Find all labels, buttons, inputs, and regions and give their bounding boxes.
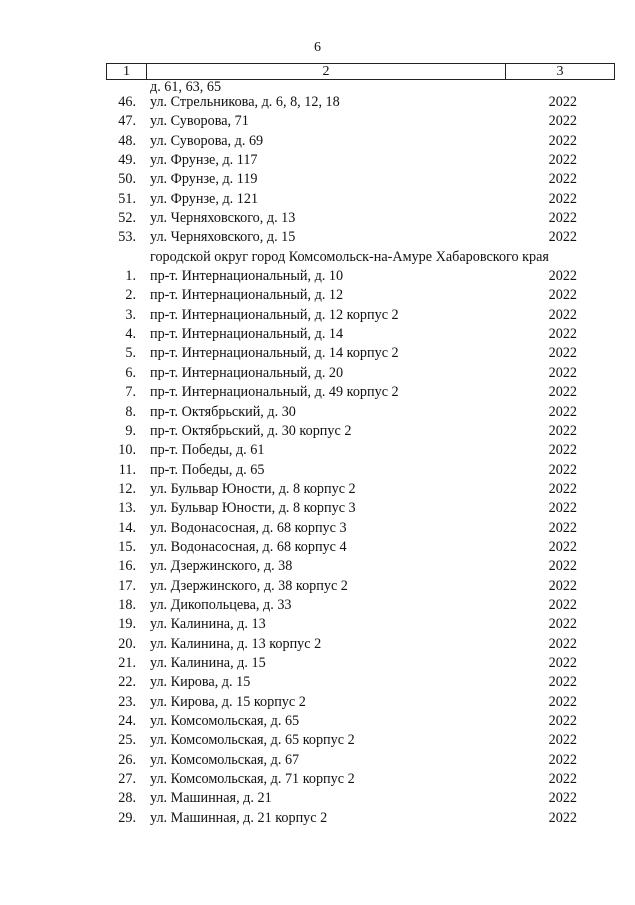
row-num: 53. [118,229,136,246]
table-row [0,151,635,170]
row-year: 2022 [548,113,577,130]
row-num: 8. [125,403,136,420]
row-year: 2022 [548,229,577,246]
row-num: 21. [118,654,136,671]
row-addr: ул. Калинина, д. 13 [150,616,266,633]
row-year: 2022 [548,771,577,788]
row-num: 4. [125,326,136,343]
table-row [0,596,635,615]
row-addr: ул. Комсомольская, д. 67 [150,751,300,768]
row-year: 2022 [548,480,577,497]
row-num: 23. [118,693,136,710]
table-row [0,93,635,112]
row-num: 6. [125,364,136,381]
row-addr: ул. Калинина, д. 13 корпус 2 [150,635,322,652]
row-year: 2022 [548,442,577,459]
row-year: 2022 [548,384,577,401]
row-addr: ул. Комсомольская, д. 65 [150,713,300,729]
table-row [0,789,635,808]
table-body [0,81,635,828]
table-row [0,344,635,363]
row-addr: пр-т. Интернациональный, д. 12 [150,287,344,304]
row-num: 19. [118,616,136,633]
row-year: 2022 [548,403,577,420]
row-num: 49. [118,152,136,169]
row-year: 2022 [548,635,577,652]
table-row [0,809,635,828]
row-addr: ул. Черняховского, д. 13 [150,210,296,227]
row-year: 2022 [548,306,577,323]
table-row [0,615,635,634]
table-row [0,770,635,789]
section-title-row [0,248,635,267]
row-num: 28. [118,790,136,807]
row-num: 20. [118,635,136,652]
table-row [0,132,635,151]
row-addr: ул. Дзержинского, д. 38 корпус 2 [150,577,348,594]
row-num: 48. [118,132,136,149]
row-addr: ул. Комсомольская, д. 65 корпус 2 [150,732,355,749]
row-num: 18. [118,596,136,613]
row-addr: ул. Машинная, д. 21 [150,790,272,807]
table-row [0,731,635,750]
row-year: 2022 [548,790,577,807]
row-year: 2022 [548,268,577,285]
row-num: 10. [118,442,136,459]
row-num: 47. [118,113,136,130]
table-row [0,306,635,325]
row-addr: пр-т. Интернациональный, д. 49 корпус 2 [150,384,399,401]
row-addr: ул. Фрунзе, д. 117 [150,152,258,169]
row-num: 7. [125,384,136,401]
row-addr: ул. Водонасосная, д. 68 корпус 4 [150,538,347,555]
row-num: 14. [118,519,136,536]
section-title: городской округ город Комсомольск-на-Амуре Хабаровского края [150,248,549,265]
row-num: 5. [125,345,136,362]
row-num: 17. [118,577,136,594]
table-row [0,538,635,557]
row-addr: пр-т. Октябрьский, д. 30 [150,403,296,420]
page-number: 6 [314,40,321,55]
row-year: 2022 [548,287,577,304]
row-year: 2022 [548,461,577,478]
continuation-row [0,81,635,93]
row-num: 25. [118,732,136,749]
table-row [0,519,635,538]
row-year: 2022 [548,732,577,749]
table-row [0,170,635,189]
table-row [0,499,635,518]
continuation-text: д. 61, 63, 65 [150,79,222,95]
row-num: 16. [118,558,136,575]
table-row [0,673,635,692]
row-year: 2022 [548,519,577,536]
row-num: 12. [118,480,136,497]
row-year: 2022 [548,500,577,517]
row-addr: ул. Калинина, д. 15 [150,654,266,671]
row-addr: ул. Суворова, д. 69 [150,132,264,149]
table-row [0,403,635,422]
row-addr: пр-т. Интернациональный, д. 14 корпус 2 [150,345,399,362]
table-row [0,267,635,286]
table-row [0,712,635,731]
row-year: 2022 [548,152,577,169]
table-row [0,461,635,480]
row-addr: ул. Кирова, д. 15 корпус 2 [150,693,306,710]
row-addr: пр-т. Победы, д. 61 [150,442,265,459]
row-num: 13. [118,500,136,517]
row-num: 29. [118,809,136,826]
row-year: 2022 [548,345,577,362]
row-num: 22. [118,674,136,691]
row-year: 2022 [548,674,577,691]
row-addr: ул. Суворова, 71 [150,113,249,130]
table-row [0,635,635,654]
table-row [0,441,635,460]
table-row [0,557,635,576]
row-num: 1. [125,268,136,285]
row-year: 2022 [548,422,577,439]
table-header [106,63,615,80]
row-num: 46. [118,94,136,110]
table-row [0,751,635,770]
row-year: 2022 [548,210,577,227]
row-year: 2022 [548,132,577,149]
row-addr: ул. Бульвар Юности, д. 8 корпус 3 [150,500,356,517]
table-row [0,209,635,228]
row-addr: ул. Дзержинского, д. 38 [150,558,293,575]
table-row [0,577,635,596]
header-col-2: 2 [147,64,506,79]
table-row [0,654,635,673]
row-addr: ул. Стрельникова, д. 6, 8, 12, 18 [150,94,340,110]
row-year: 2022 [548,558,577,575]
row-year: 2022 [548,751,577,768]
row-addr: ул. Кирова, д. 15 [150,674,251,691]
table-row [0,112,635,131]
row-year: 2022 [548,538,577,555]
row-year: 2022 [548,171,577,188]
table-row [0,422,635,441]
row-year: 2022 [548,326,577,343]
row-num: 24. [118,713,136,729]
row-year: 2022 [548,577,577,594]
row-addr: ул. Дикопольцева, д. 33 [150,596,292,613]
row-num: 11. [118,461,136,478]
row-num: 3. [125,306,136,323]
row-year: 2022 [548,364,577,381]
row-num: 26. [118,751,136,768]
table-row [0,480,635,499]
row-num: 51. [118,190,136,207]
row-year: 2022 [548,693,577,710]
row-addr: пр-т. Октябрьский, д. 30 корпус 2 [150,422,352,439]
table-row [0,286,635,305]
row-year: 2022 [548,809,577,826]
header-col-3: 3 [556,64,564,79]
row-addr: ул. Фрунзе, д. 119 [150,171,258,188]
row-addr: пр-т. Победы, д. 65 [150,461,265,478]
table-row [0,364,635,383]
row-addr: ул. Водонасосная, д. 68 корпус 3 [150,519,347,536]
row-num: 52. [118,210,136,227]
table-row [0,325,635,344]
row-addr: пр-т. Интернациональный, д. 14 [150,326,344,343]
header-col-1: 1 [107,64,147,79]
table-row [0,383,635,402]
row-addr: ул. Машинная, д. 21 корпус 2 [150,809,328,826]
row-addr: пр-т. Интернациональный, д. 10 [150,268,344,285]
row-num: 9. [125,422,136,439]
row-num: 27. [118,771,136,788]
row-year: 2022 [548,596,577,613]
row-addr: ул. Комсомольская, д. 71 корпус 2 [150,771,355,788]
row-year: 2022 [548,190,577,207]
row-num: 50. [118,171,136,188]
row-num: 15. [118,538,136,555]
row-year: 2022 [548,616,577,633]
table-row [0,190,635,209]
row-addr: пр-т. Интернациональный, д. 12 корпус 2 [150,306,399,323]
table-row [0,228,635,247]
table-row [0,693,635,712]
row-year: 2022 [548,654,577,671]
row-addr: ул. Черняховского, д. 15 [150,229,296,246]
row-addr: ул. Бульвар Юности, д. 8 корпус 2 [150,480,356,497]
row-addr: пр-т. Интернациональный, д. 20 [150,364,344,381]
row-num: 2. [125,287,136,304]
row-year: 2022 [548,94,577,110]
row-addr: ул. Фрунзе, д. 121 [150,190,259,207]
row-year: 2022 [548,713,577,729]
